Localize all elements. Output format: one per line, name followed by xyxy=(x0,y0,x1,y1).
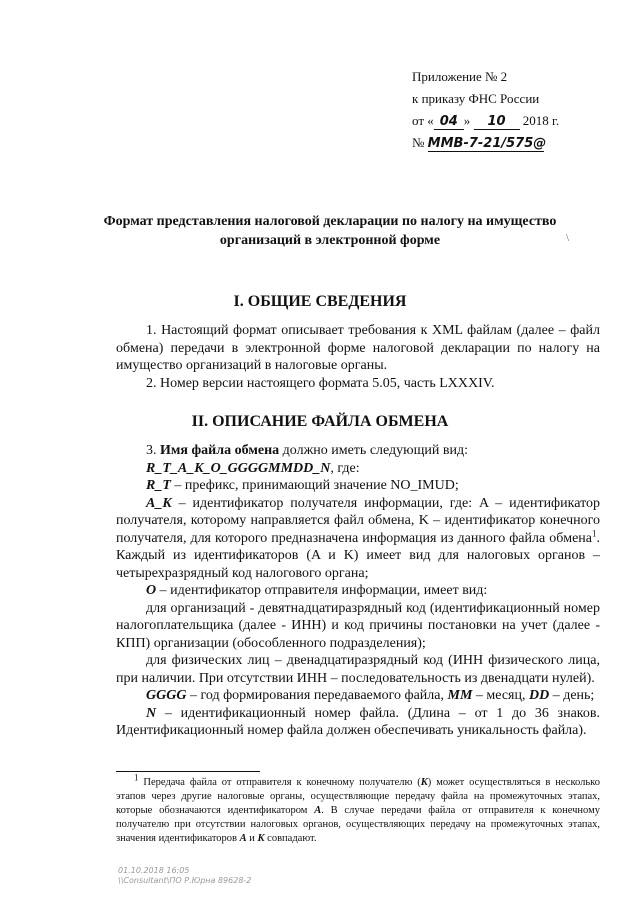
footnote-text: $^1$ Передача файла от отправителя к конечному получателю (K) может осуществляться в несколько этапов через другие налоговые органы, осуществляющие передачу файла на промежуточных этапах, которые обозначаются идентификатором A. В случае передачи файла от отправителя к конечному получателю при отсутствии налоговых органов, осуществляющих передачу на промежуточных этапах, значения идентификаторов A и K совпадают. xyxy=(116,772,600,844)
paragraph-3: 3. Имя файла обмена должно иметь следующий вид: xyxy=(146,443,469,458)
number-sign: № xyxy=(412,135,425,150)
org-definition: для организаций - девятнадцатиразрядный код (идентификационный номер налогоплательщика (далее - ИНН) и код причины постановки на учет (далее - КПП) организации (обособленного подразделения); xyxy=(116,600,600,651)
footnote xyxy=(116,772,600,846)
footnote-ref[interactable]: 1 xyxy=(592,527,597,538)
paragraph-1: 1. Настоящий формат описывает требования к XML файлам (далее – файл обмена) передачи в электронной форме налоговой декларации по налогу на имущество организаций в налоговые органы. xyxy=(116,323,600,373)
document-title: Формат представления налоговой декларации по налогу на имущество организаций в электронной форме xyxy=(103,214,557,248)
paragraph-2: 2. Номер версии настоящего формата 5.05, часть LXXXIV. xyxy=(146,375,495,391)
date-definition: GGGG – год формирования передаваемого файла, MM – месяц, DD – день; xyxy=(146,688,595,703)
n-definition: N – идентификационный номер файла. (Длина – от 1 до 36 знаков. Идентификационный номер файла должен обеспечивать уникальность файла). xyxy=(116,705,600,738)
approval-header xyxy=(412,66,612,154)
o-definition: O – идентификатор отправителя информации, имеет вид: xyxy=(146,583,488,598)
handwritten-month: 10 xyxy=(474,115,520,130)
order-number xyxy=(412,132,612,154)
day-open-quote: « xyxy=(427,113,434,128)
date-from-label: от xyxy=(412,113,425,128)
section-2-heading: II. ОПИСАНИЕ ФАЙЛА ОБМЕНА xyxy=(191,413,449,430)
order-year: 2018 г. xyxy=(522,113,560,128)
margin-mark: \ xyxy=(566,232,570,244)
file-name-pattern: R_T_A_K_O_GGGGMMDD_N, где: xyxy=(146,460,360,476)
section-2-body xyxy=(116,442,600,740)
order-date xyxy=(412,110,612,132)
appendix-label: Приложение № 2 xyxy=(412,69,508,84)
order-reference: к приказу ФНС России xyxy=(412,91,540,106)
individual-definition: для физических лиц – двенадцатиразрядный код (ИНН физического лица, при наличии. При отсутствии ИНН – последовательность из двенадцати нулей). xyxy=(116,653,600,686)
section-1-heading: I. ОБЩИЕ СВЕДЕНИЯ xyxy=(233,293,407,310)
print-stamp: 01.10.2018 16:05 \\Consultant\ПО Р.Юрна 89628-2 xyxy=(118,866,252,885)
handwritten-day: 04 xyxy=(434,115,464,130)
file-name-term: Имя файла обмена xyxy=(160,443,280,458)
day-close-quote: » xyxy=(463,113,471,128)
section-1-body xyxy=(116,322,600,392)
rt-definition: R_T – префикс, принимающий значение NO_IMUD; xyxy=(146,478,459,493)
handwritten-order-number: ММВ-7-21/575@ xyxy=(427,136,547,151)
ak-definition: A_K – идентификатор получателя информации, где: A – идентификатор получателя, которому направляется файл обмена, K – идентификатор конечного получателя, для которого предназначена информация из данного файла обмена$^1$. Каждый из идентификаторов (A и K) имеет вид для налоговых органов – четырехразрядный код налогового органа; xyxy=(116,495,600,581)
